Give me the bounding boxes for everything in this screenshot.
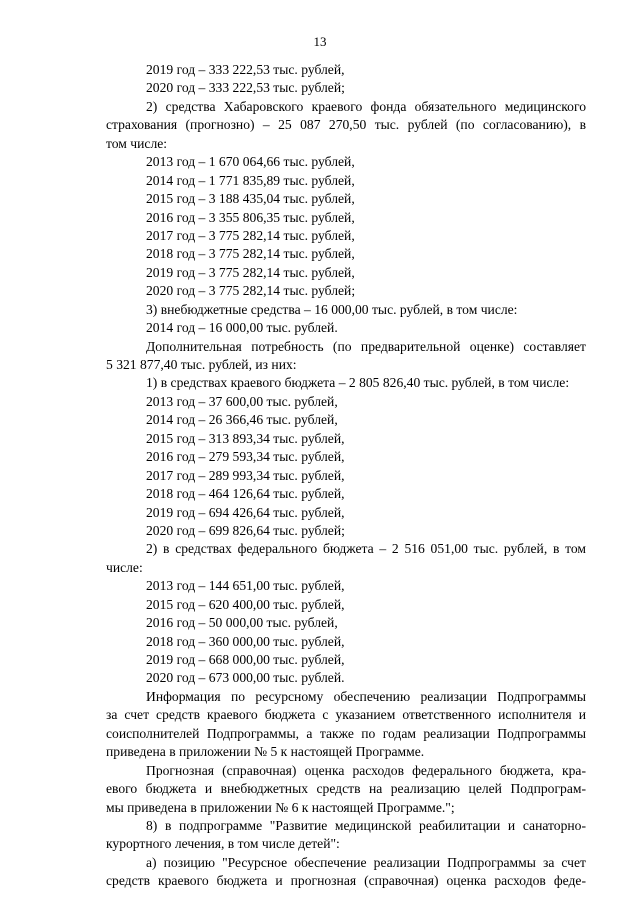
- text-line: курортного лечения, в том числе детей":: [106, 836, 340, 852]
- text-line: 5 321 877,40 тыс. рублей, из них:: [106, 357, 297, 372]
- text-line: 2015 год – 3 188 435,04 тыс. рублей,: [146, 191, 355, 207]
- text-line: 2015 год – 620 400,00 тыс. рублей,: [146, 596, 345, 612]
- text-line: 2019 год – 668 000,00 тыс. рублей,: [146, 652, 345, 667]
- text-line: 2018 год – 360 000,00 тыс. рублей,: [146, 633, 345, 649]
- text-line: 2018 год – 464 126,64 тыс. рублей,: [146, 486, 345, 502]
- text-line: Дополнительная потребность (по предварительной оценке) составляет: [146, 338, 586, 354]
- text-line: 2013 год – 1 670 064,66 тыс. рублей,: [146, 154, 355, 170]
- text-line: 2014 год – 26 366,46 тыс. рублей,: [146, 412, 338, 428]
- text-line: 2016 год – 279 593,34 тыс. рублей,: [146, 449, 345, 465]
- text-line: средств краевого бюджета и прогнозная (справочная) оценка расходов феде-: [106, 873, 586, 889]
- text-line: 2014 год – 16 000,00 тыс. рублей.: [146, 320, 338, 336]
- text-line: приведена в приложении № 5 к настоящей Программе.: [106, 744, 425, 760]
- text-line: 2014 год – 1 771 835,89 тыс. рублей,: [146, 172, 355, 188]
- text-line: 2020 год – 3 775 282,14 тыс. рублей;: [146, 283, 356, 299]
- text-line: 2016 год – 3 355 806,35 тыс. рублей,: [146, 209, 355, 225]
- text-line: том числе:: [106, 135, 168, 151]
- text-line: 2017 год – 3 775 282,14 тыс. рублей,: [146, 227, 355, 243]
- text-line: 2019 год – 3 775 282,14 тыс. рублей,: [146, 264, 355, 280]
- text-line: мы приведена в приложении № 6 к настоящей Программе.";: [106, 799, 455, 815]
- text-line: 2013 год – 144 651,00 тыс. рублей,: [146, 578, 345, 594]
- text-line: Прогнозная (справочная) оценка расходов федерального бюджета, кра-: [146, 762, 586, 778]
- page-number: 13: [313, 34, 327, 49]
- text-line: 3) внебюджетные средства – 16 000,00 тыс. рублей, в том числе:: [146, 301, 518, 317]
- text-line: Информация по ресурсному обеспечению реализации Подпрограммы: [146, 688, 586, 704]
- text-line: 2) средства Хабаровского краевого фонда обязательного медицинского: [146, 98, 586, 114]
- text-line: страхования (прогнозно) – 25 087 270,50 тыс. рублей (по согласованию), в: [106, 117, 586, 133]
- text-line: а) позицию "Ресурсное обеспечение реализации Подпрограммы за счет: [146, 854, 586, 870]
- text-line: 2016 год – 50 000,00 тыс. рублей,: [146, 615, 338, 631]
- text-line: 2) в средствах федерального бюджета – 2 516 051,00 тыс. рублей, в том: [146, 541, 586, 557]
- text-line: 2015 год – 313 893,34 тыс. рублей,: [146, 430, 345, 446]
- text-line: 2020 год – 673 000,00 тыс. рублей.: [146, 670, 345, 686]
- text-line: 8) в подпрограмме "Развитие медицинской реабилитации и санаторно-: [146, 817, 586, 833]
- text-line: 2020 год – 699 826,64 тыс. рублей;: [146, 522, 345, 538]
- text-line: 2017 год – 289 993,34 тыс. рублей,: [146, 467, 345, 483]
- text-line: 2019 год – 333 222,53 тыс. рублей,: [146, 62, 345, 77]
- text-line: соисполнителей Подпрограммы, а также по годам реализации Подпрограммы: [106, 725, 586, 741]
- text-line: 1) в средствах краевого бюджета – 2 805 826,40 тыс. рублей, в том числе:: [146, 375, 570, 391]
- text-line: числе:: [106, 559, 143, 575]
- document-body: [106, 61, 586, 891]
- text-line: евого бюджета и внебюджетных средств на реализацию целей Подпрограм-: [106, 781, 586, 797]
- text-line: 2020 год – 333 222,53 тыс. рублей;: [146, 80, 345, 96]
- text-line: 2018 год – 3 775 282,14 тыс. рублей,: [146, 246, 355, 262]
- text-line: 2013 год – 37 600,00 тыс. рублей,: [146, 393, 338, 409]
- text-line: 2019 год – 694 426,64 тыс. рублей,: [146, 504, 345, 520]
- text-line: за счет средств краевого бюджета с указанием ответственного исполнителя и: [106, 707, 586, 723]
